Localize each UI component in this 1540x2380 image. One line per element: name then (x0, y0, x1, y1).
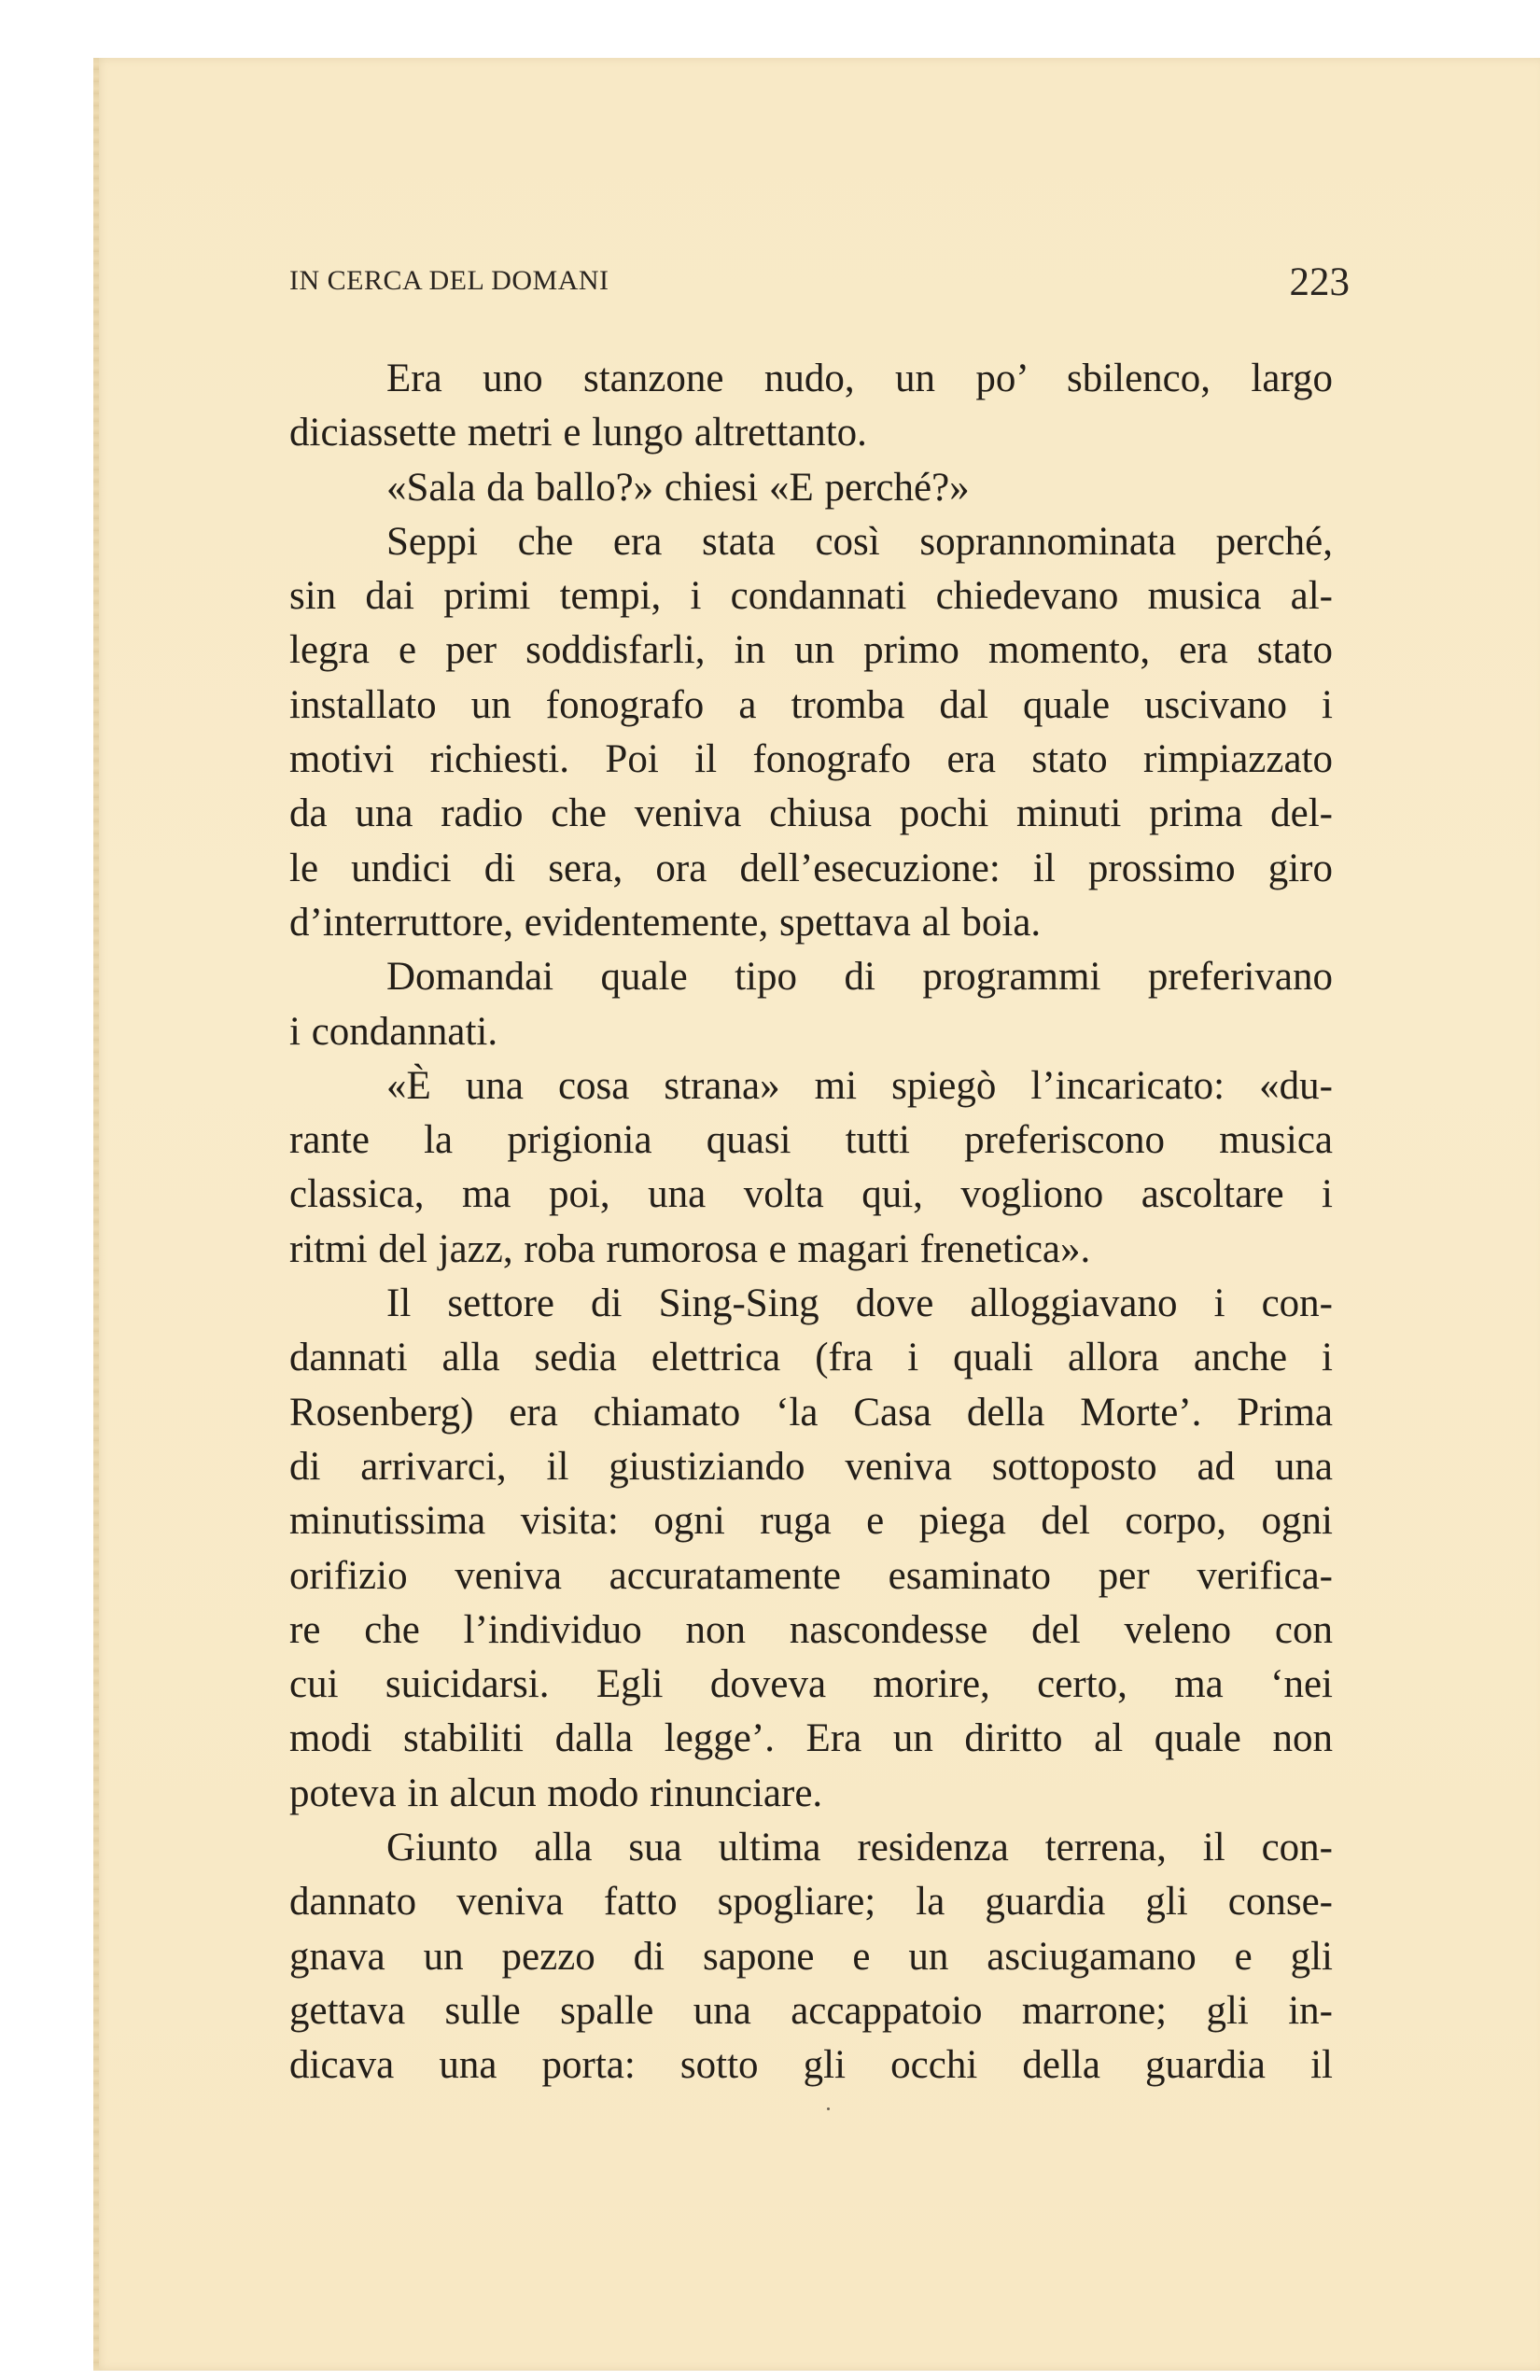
text-line: gettava sulle spalle una accappatoio marrone; gli in- (289, 1988, 1333, 2033)
body-text (289, 352, 1333, 2093)
text-line: rante la prigionia quasi tutti preferiscono musica (289, 1118, 1333, 1163)
text-line: re che l’individuo non nascondesse del veleno con (289, 1607, 1333, 1652)
text-line: le undici di sera, ora dell’esecuzione: il prossimo giro (289, 846, 1333, 890)
text-line: «È una cosa strana» mi spiegò l’incaricato: «du- (386, 1063, 1333, 1108)
page-number: 223 (1289, 260, 1350, 304)
text-line: da una radio che veniva chiusa pochi minuti prima del- (289, 791, 1333, 836)
text-line: orifizio veniva accuratamente esaminato per verifica- (289, 1553, 1333, 1598)
text-line: dannati alla sedia elettrica (fra i quali allora anche i (289, 1336, 1333, 1380)
text-line: Domandai quale tipo di programmi preferivano (386, 955, 1333, 1000)
text-line: dicava una porta: sotto gli occhi della guardia il (289, 2043, 1333, 2088)
text-line: dannato veniva fatto spogliare; la guardia gli conse- (289, 1880, 1333, 1925)
text-line: cui suicidarsi. Egli doveva morire, certo, ma ‘nei (289, 1662, 1333, 1707)
paper-speck (827, 2107, 830, 2110)
text-line: Giunto alla sua ultima residenza terrena, il con- (386, 1826, 1333, 1870)
text-line: poteva in alcun modo rinunciare. (289, 1771, 823, 1815)
text-line: modi stabiliti dalla legge’. Era un diritto al quale non (289, 1716, 1333, 1761)
text-line: Seppi che era stata così soprannominata perché, (386, 519, 1333, 564)
text-line: d’interruttore, evidentemente, spettava al boia. (289, 900, 1042, 945)
text-line: i condannati. (289, 1009, 498, 1054)
text-line: gnava un pezzo di sapone e un asciugamano e gli (289, 1934, 1333, 1979)
page-torn-edge (93, 58, 99, 2371)
running-title: IN CERCA DEL DOMANI (289, 265, 609, 296)
text-line: Il settore di Sing-Sing dove alloggiavano i con- (386, 1281, 1333, 1326)
text-line: installato un fonografo a tromba dal quale uscivano i (289, 682, 1333, 727)
text-line: Era uno stanzone nudo, un po’ sbilenco, largo (386, 357, 1333, 400)
text-line: di arrivarci, il giustiziando veniva sottoposto ad una (289, 1444, 1333, 1489)
text-line: motivi richiesti. Poi il fonografo era stato rimpiazzato (289, 737, 1333, 782)
text-line: diciassette metri e lungo altrettanto. (289, 411, 867, 455)
text-line: minutissima visita: ogni ruga e piega del corpo, ogni (289, 1499, 1333, 1544)
text-line: ritmi del jazz, roba rumorosa e magari frenetica». (289, 1226, 1091, 1271)
text-line: «Sala da ballo?» chiesi «E perché?» (386, 465, 970, 510)
text-line: legra e per soddisfarli, in un primo momento, era stato (289, 628, 1333, 673)
text-line: sin dai primi tempi, i condannati chiedevano musica al- (289, 574, 1333, 619)
text-line: Rosenberg) era chiamato ‘la Casa della Morte’. Prima (289, 1390, 1333, 1435)
text-line: classica, ma poi, una volta qui, vogliono ascoltare i (289, 1172, 1333, 1217)
running-header (289, 259, 1350, 306)
